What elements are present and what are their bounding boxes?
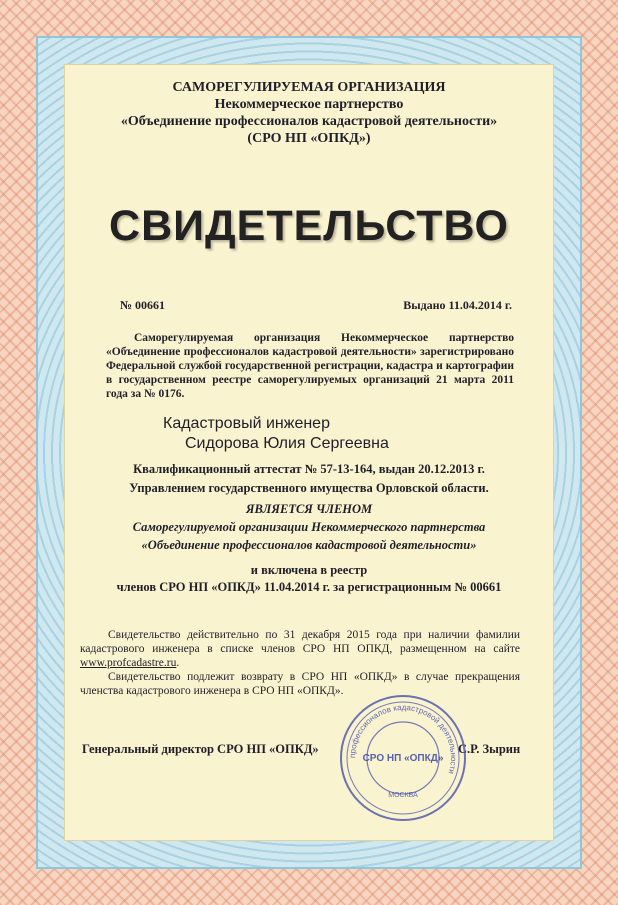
signatory-name: С.Р. Зырин [458, 742, 521, 756]
person-name: Сидорова Юлия Сергеевна [185, 435, 389, 452]
website-link[interactable]: www.profcadastre.ru [80, 657, 177, 669]
attestat-line: Квалификационный аттестат № 57-13-164, выдан 20.12.2013 г. [133, 462, 485, 476]
header-line-3: «Объединение профессионалов кадастровой деятельности» [120, 114, 498, 129]
registry-line-2: членов СРО НП «ОПКД» 11.04.2014 г. за регистрационным № 00661 [116, 580, 502, 594]
attestat-issuer: Управлением государственного имущества Орловской области. [129, 481, 489, 495]
stamp-ring-text: профессионалов кадастровой деятельности [347, 702, 459, 776]
signature-position: Генеральный директор СРО НП «ОПКД» [82, 742, 319, 756]
stamp-center-text: СРО НП «ОПКД» [362, 753, 444, 764]
header-line-1: САМОРЕГУЛИРУЕМАЯ ОРГАНИЗАЦИЯ [172, 80, 446, 95]
validity-text: Свидетельство действительно по 31 декабря 2015 года при наличии фамилии кадастрового инженера в списке членов СРО НП ОПКД, размещенном на сайте [80, 629, 520, 655]
validity-paragraph: Свидетельство действительно по 31 декабря 2015 года при наличии фамилии кадастрового инженера в списке членов СРО НП ОПКД, размещенном на сайте www.profcadastre.ru. [80, 629, 520, 669]
stamp-city-text: МОСКВА [388, 792, 418, 799]
organization-stamp [338, 693, 468, 823]
membership-status: ЯВЛЯЕТСЯ ЧЛЕНОМ [245, 502, 373, 516]
return-paragraph: Свидетельство подлежит возврату в СРО НП «ОПКД» в случае прекращения членства кадастрового инженера в СРО НП «ОПКД». [80, 671, 520, 697]
intro-paragraph: Саморегулируемая организация Некоммерческое партнерство «Объединение профессионалов кадастровой деятельности» зарегистрировано Федеральной службой государственной регистрации, кадастра и картографии в государственном реестре саморегулируемых организаций 21 марта 2011 года за № 0176. [106, 332, 514, 400]
registry-line-1: и включена в реестр [250, 563, 368, 577]
header-line-4: (СРО НП «ОПКД») [247, 131, 371, 146]
certificate-number: № 00661 [120, 298, 166, 312]
header-line-2: Некоммерческое партнерство [214, 97, 404, 112]
membership-org-line-1: Саморегулируемой организации Некоммерческого партнерства [132, 520, 486, 534]
certificate-title: СВИДЕТЕЛЬСТВО [109, 202, 509, 250]
person-role: Кадастровый инженер [163, 415, 330, 432]
membership-org-line-2: «Объединение профессионалов кадастровой деятельности» [141, 538, 477, 552]
issue-date: Выдано 11.04.2014 г. [403, 298, 512, 312]
svg-text:профессионалов кадастровой дея [348, 703, 458, 775]
